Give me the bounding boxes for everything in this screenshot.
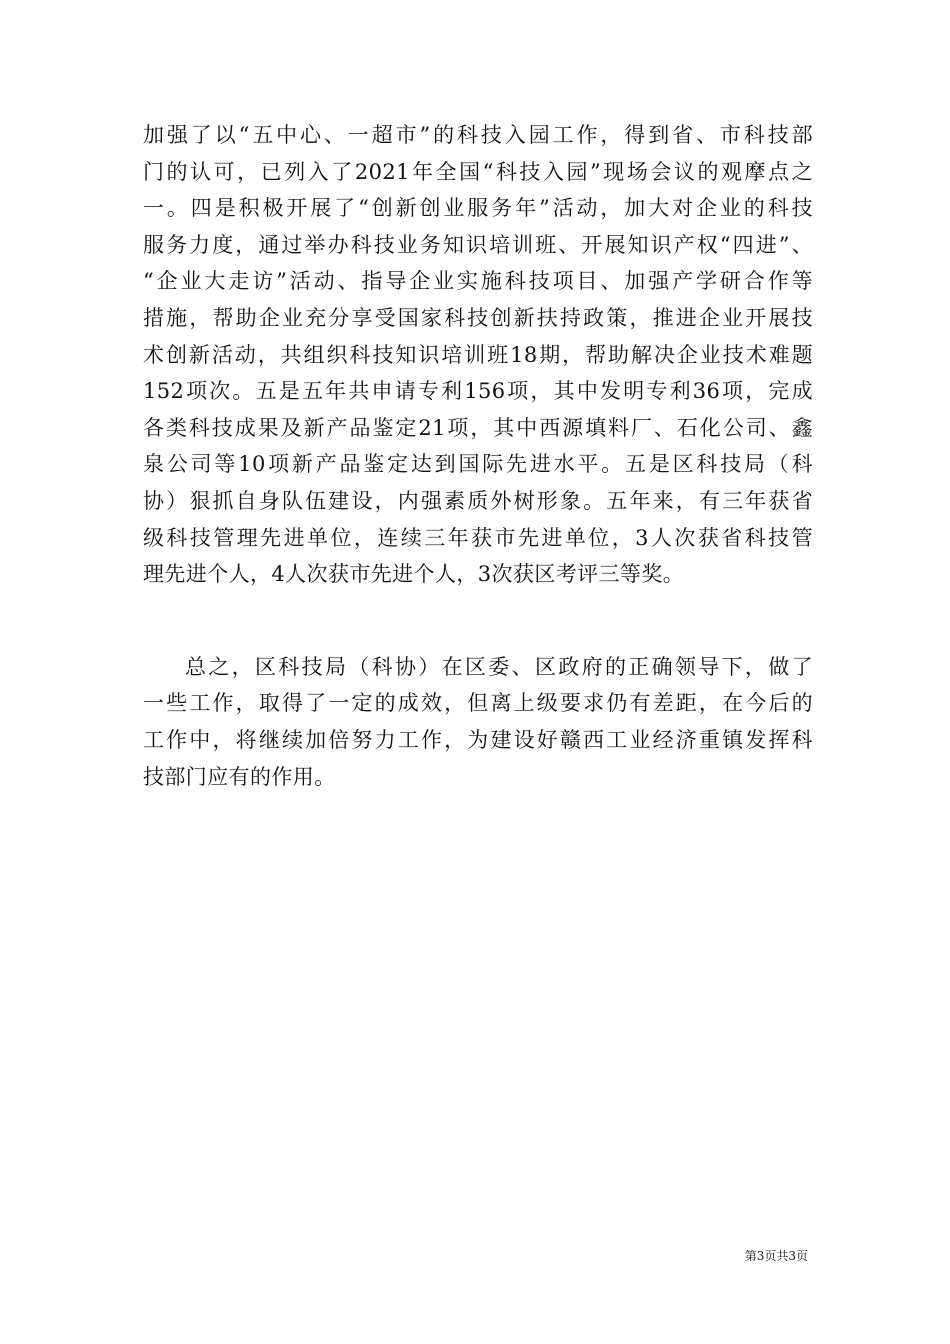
- paragraph-1-line-12: 级科技管理先进单位，连续三年获市先进单位，3人次获省科技管: [143, 525, 813, 550]
- paragraph-2-line-3: 工作中，将继续加倍努力工作，为建设好赣西工业经济重镇发挥科: [143, 727, 813, 752]
- paragraph-2-line-2: 一些工作，取得了一定的成效，但离上级要求仍有差距，在今后的: [143, 691, 813, 716]
- paragraph-2: [143, 649, 813, 795]
- paragraph-2-line-1: 总之，区科技局（科协）在区委、区政府的正确领导下，做了: [185, 654, 813, 679]
- page-number-footer: 第3页共3页: [744, 1249, 808, 1263]
- paragraph-1-line-11: 协）狠抓自身队伍建设，内强素质外树形象。五年来，有三年获省: [143, 488, 813, 513]
- paragraph-1: [143, 117, 813, 593]
- paragraph-1-line-4: 服务力度，通过举办科技业务知识培训班、开展知识产权“四进”、: [143, 232, 813, 257]
- paragraph-1-line-9: 各类科技成果及新产品鉴定21项，其中西源填料厂、石化公司、鑫: [143, 415, 813, 440]
- paragraph-1-line-2: 门的认可，已列入了2021年全国“科技入园”现场会议的观摩点之: [143, 159, 813, 184]
- paragraph-1-line-8: 152项次。五是五年共申请专利156项，其中发明专利36项，完成: [143, 379, 813, 404]
- paragraph-1-line-6: 措施，帮助企业充分享受国家科技创新扶持政策，推进企业开展技: [143, 305, 813, 330]
- paragraph-1-line-1: 加强了以“五中心、一超市”的科技入园工作，得到省、市科技部: [143, 123, 813, 147]
- paragraph-1-line-13: 理先进个人，4人次获市先进个人，3次获区考评三等奖。: [143, 562, 685, 587]
- paragraph-spacer: [143, 593, 813, 649]
- paragraph-1-line-7: 术创新活动，共组织科技知识培训班18期，帮助解决企业技术难题: [143, 342, 813, 367]
- paragraph-2-line-4: 技部门应有的作用。: [143, 764, 336, 789]
- paragraph-1-line-10: 泉公司等10项新产品鉴定达到国际先进水平。五是区科技局（科: [143, 452, 813, 477]
- paragraph-1-line-3: 一。四是积极开展了“创新创业服务年”活动，加大对企业的科技: [143, 196, 813, 221]
- document-body: [143, 117, 813, 795]
- paragraph-1-line-5: “企业大走访”活动、指导企业实施科技项目、加强产学研合作等: [143, 269, 813, 294]
